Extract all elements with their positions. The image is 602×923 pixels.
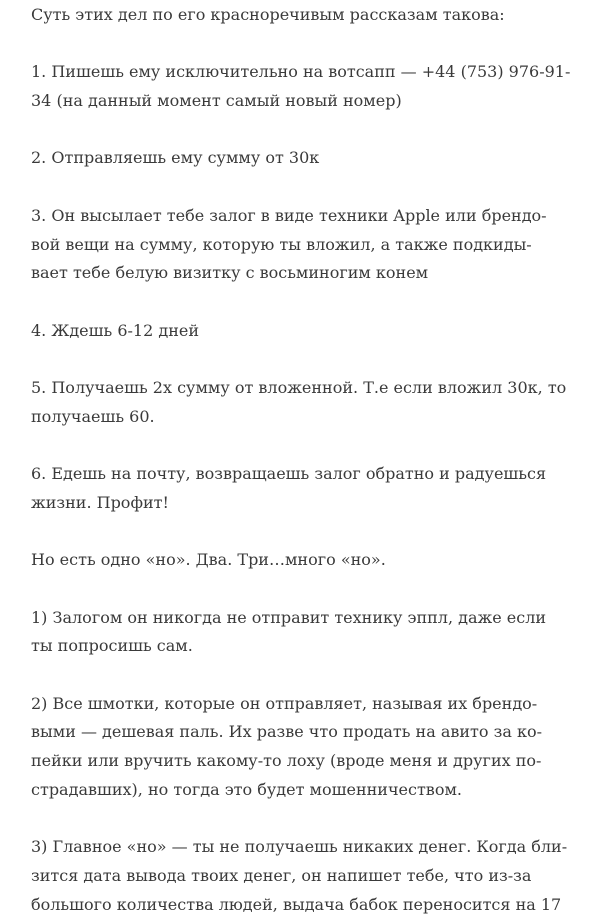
paragraph [31, 833, 602, 919]
paragraph [31, 460, 602, 517]
paragraph [31, 58, 602, 115]
paragraph [31, 317, 602, 346]
text-line: 2. Отправляешь ему сумму от 30к [31, 148, 320, 168]
text-line: 4. Ждешь 6-12 дней [31, 320, 199, 340]
paragraph [31, 1, 602, 30]
text-line: вает тебе белую визитку с восьминогим конем [31, 263, 429, 283]
paragraph [31, 604, 602, 661]
text-line: Суть этих дел по его красноречивым рассказам такова: [31, 5, 505, 24]
text-line: 1) Залогом он никогда не отправит технику эппл, даже если [31, 607, 547, 627]
text-line: жизни. Профит! [31, 492, 169, 512]
paragraph [31, 546, 602, 575]
text-line: большого количества людей, выдача бабок переносится на 17 [31, 894, 562, 914]
paragraph [31, 690, 602, 805]
text-line: пейки или вручить какому-то лоху (вроде меня и других по- [31, 751, 542, 771]
text-line: получаешь 60. [31, 406, 155, 426]
text-line: ты попросишь сам. [31, 636, 193, 656]
text-line: зится дата вывода твоих денег, он напишет тебе, что из-за [31, 865, 532, 885]
text-line: 34 (на данный момент самый новый номер) [31, 91, 402, 111]
text-line: выми — дешевая паль. Их разве что продать на авито за ко- [31, 722, 542, 742]
text-line: страдавших), но тогда это будет мошенничеством. [31, 779, 462, 799]
text-line: 1. Пишешь ему исключительно на вотсапп — +44 (753) 976-91- [31, 62, 571, 82]
text-line: вой вещи на сумму, которую ты вложил, а также подкиды- [31, 234, 532, 254]
paragraph [31, 202, 602, 288]
text-line: 5. Получаешь 2х сумму от вложенной. Т.е если вложил 30к, то [31, 378, 567, 398]
paragraph [31, 374, 602, 431]
paragraph [31, 144, 602, 173]
text-line: 3. Он высылает тебе залог в виде техники Apple или брендо- [31, 205, 547, 225]
text-line: 6. Едешь на почту, возвращаешь залог обратно и радуешься [31, 464, 547, 484]
text-line: Но есть одно «но». Два. Три…много «но». [31, 550, 386, 570]
text-line: 3) Главное «но» — ты не получаешь никаких денег. Когда бли- [31, 837, 568, 857]
text-line: 2) Все шмотки, которые он отправляет, называя их брендо- [31, 693, 538, 713]
